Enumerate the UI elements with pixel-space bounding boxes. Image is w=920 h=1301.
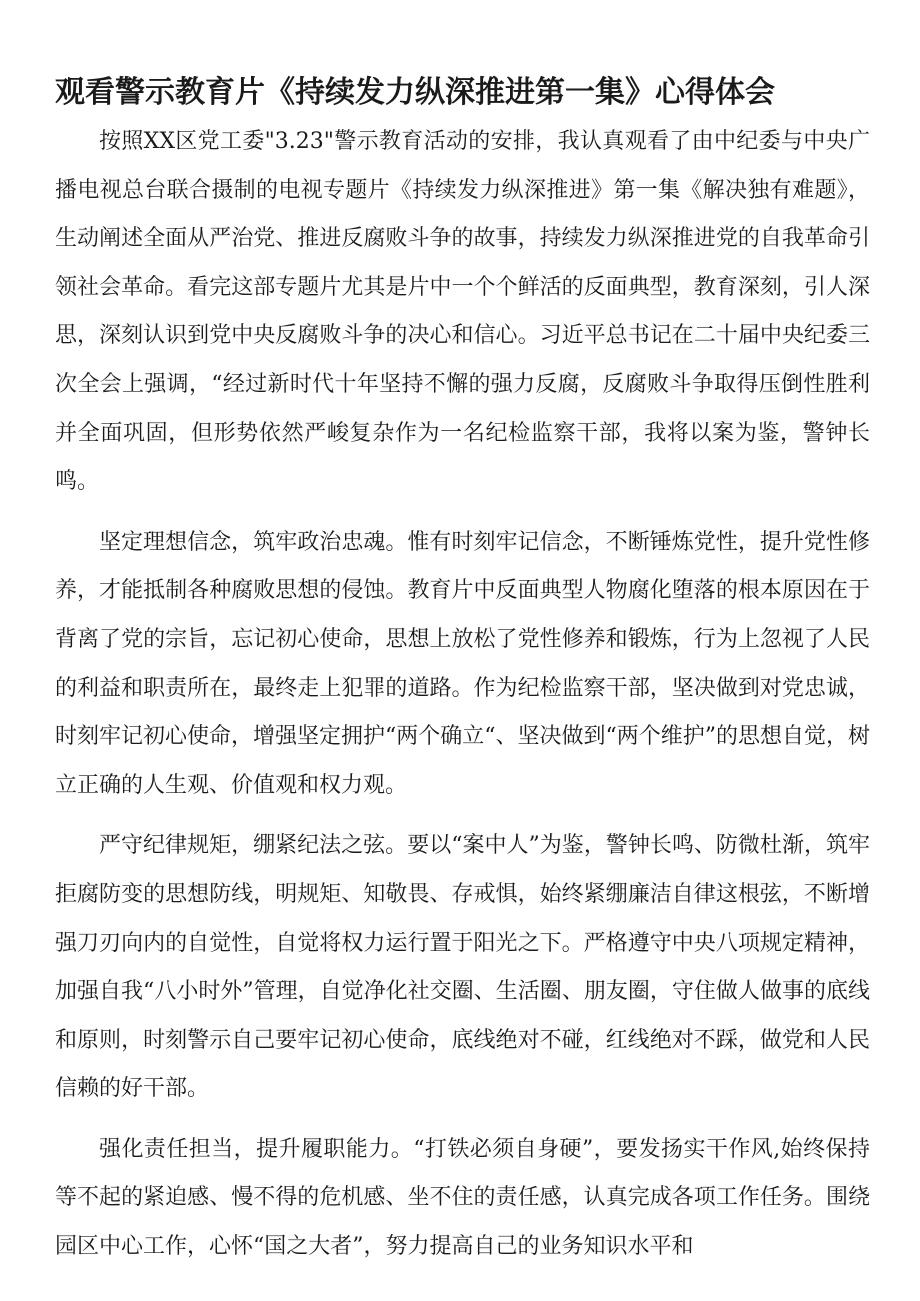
paragraph-intro: 按照XX区党工委"3.23"警示教育活动的安排，我认真观看了由中纪委与中央广播电视总台联合摄制的电视专题片《持续发力纵深推进》第一集《解决独有难题》，生动阐述全面从严治党、推进反腐败斗争的故事，持续发力纵深推进党的自我革命引领社会革命。看完这部专题片尤其是片中一个个鲜活的反面典型，教育深刻，引人深思，深刻认识到党中央反腐败斗争的决心和信心。习近平总书记在二十届中央纪委三次全会上强调，“经过新时代十年坚持不懈的强力反腐，反腐败斗争取得压倒性胜利并全面巩固，但形势依然严峻复杂作为一名纪检监察干部，我将以案为鉴，警钟长鸣。	[55, 129, 870, 495]
paragraph-ideals: 坚定理想信念，筑牢政治忠魂。惟有时刻牢记信念，不断锤炼党性，提升党性修养，才能抵制各种腐败思想的侵蚀。教育片中反面典型人物腐化堕落的根本原因在于背离了党的宗旨，忘记初心使命，思想上放松了党性修养和锻炼，行为上忽视了人民的利益和职责所在，最终走上犯罪的道路。作为纪检监察干部，坚决做到对党忠诚，时刻牢记初心使命，增强坚定拥护“两个确立“、坚决做到“两个维护”的思想自觉，树立正确的人生观、价值观和权力观。	[55, 529, 870, 798]
paragraph-responsibility: 强化责任担当，提升履职能力。“打铁必须自身硬”，要发扬实干作风,始终保持等不起的紧迫感、慢不得的危机感、坐不住的责任感，认真完成各项工作任务。围绕园区中心工作，心怀“国之大者”，努力提高自己的业务知识水平和	[55, 1136, 870, 1260]
paragraph-discipline: 严守纪律规矩，绷紧纪法之弦。要以“案中人”为鉴，警钟长鸣、防微杜渐，筑牢拒腐防变的思想防线，明规矩、知敬畏、存戒惧，始终紧绷廉洁自律这根弦，不断增强刀刃向内的自觉性，自觉将权力运行置于阳光之下。严格遵守中央八项规定精神，加强自我“八小时外”管理，自觉净化社交圈、生活圈、朋友圈，守住做人做事的底线和原则，时刻警示自己要牢记初心使命，底线绝对不碰，红线绝对不踩，做党和人民信赖的好干部。	[55, 833, 870, 1102]
document-title: 观看警示教育片《持续发力纵深推进第一集》心得体会	[55, 75, 775, 110]
